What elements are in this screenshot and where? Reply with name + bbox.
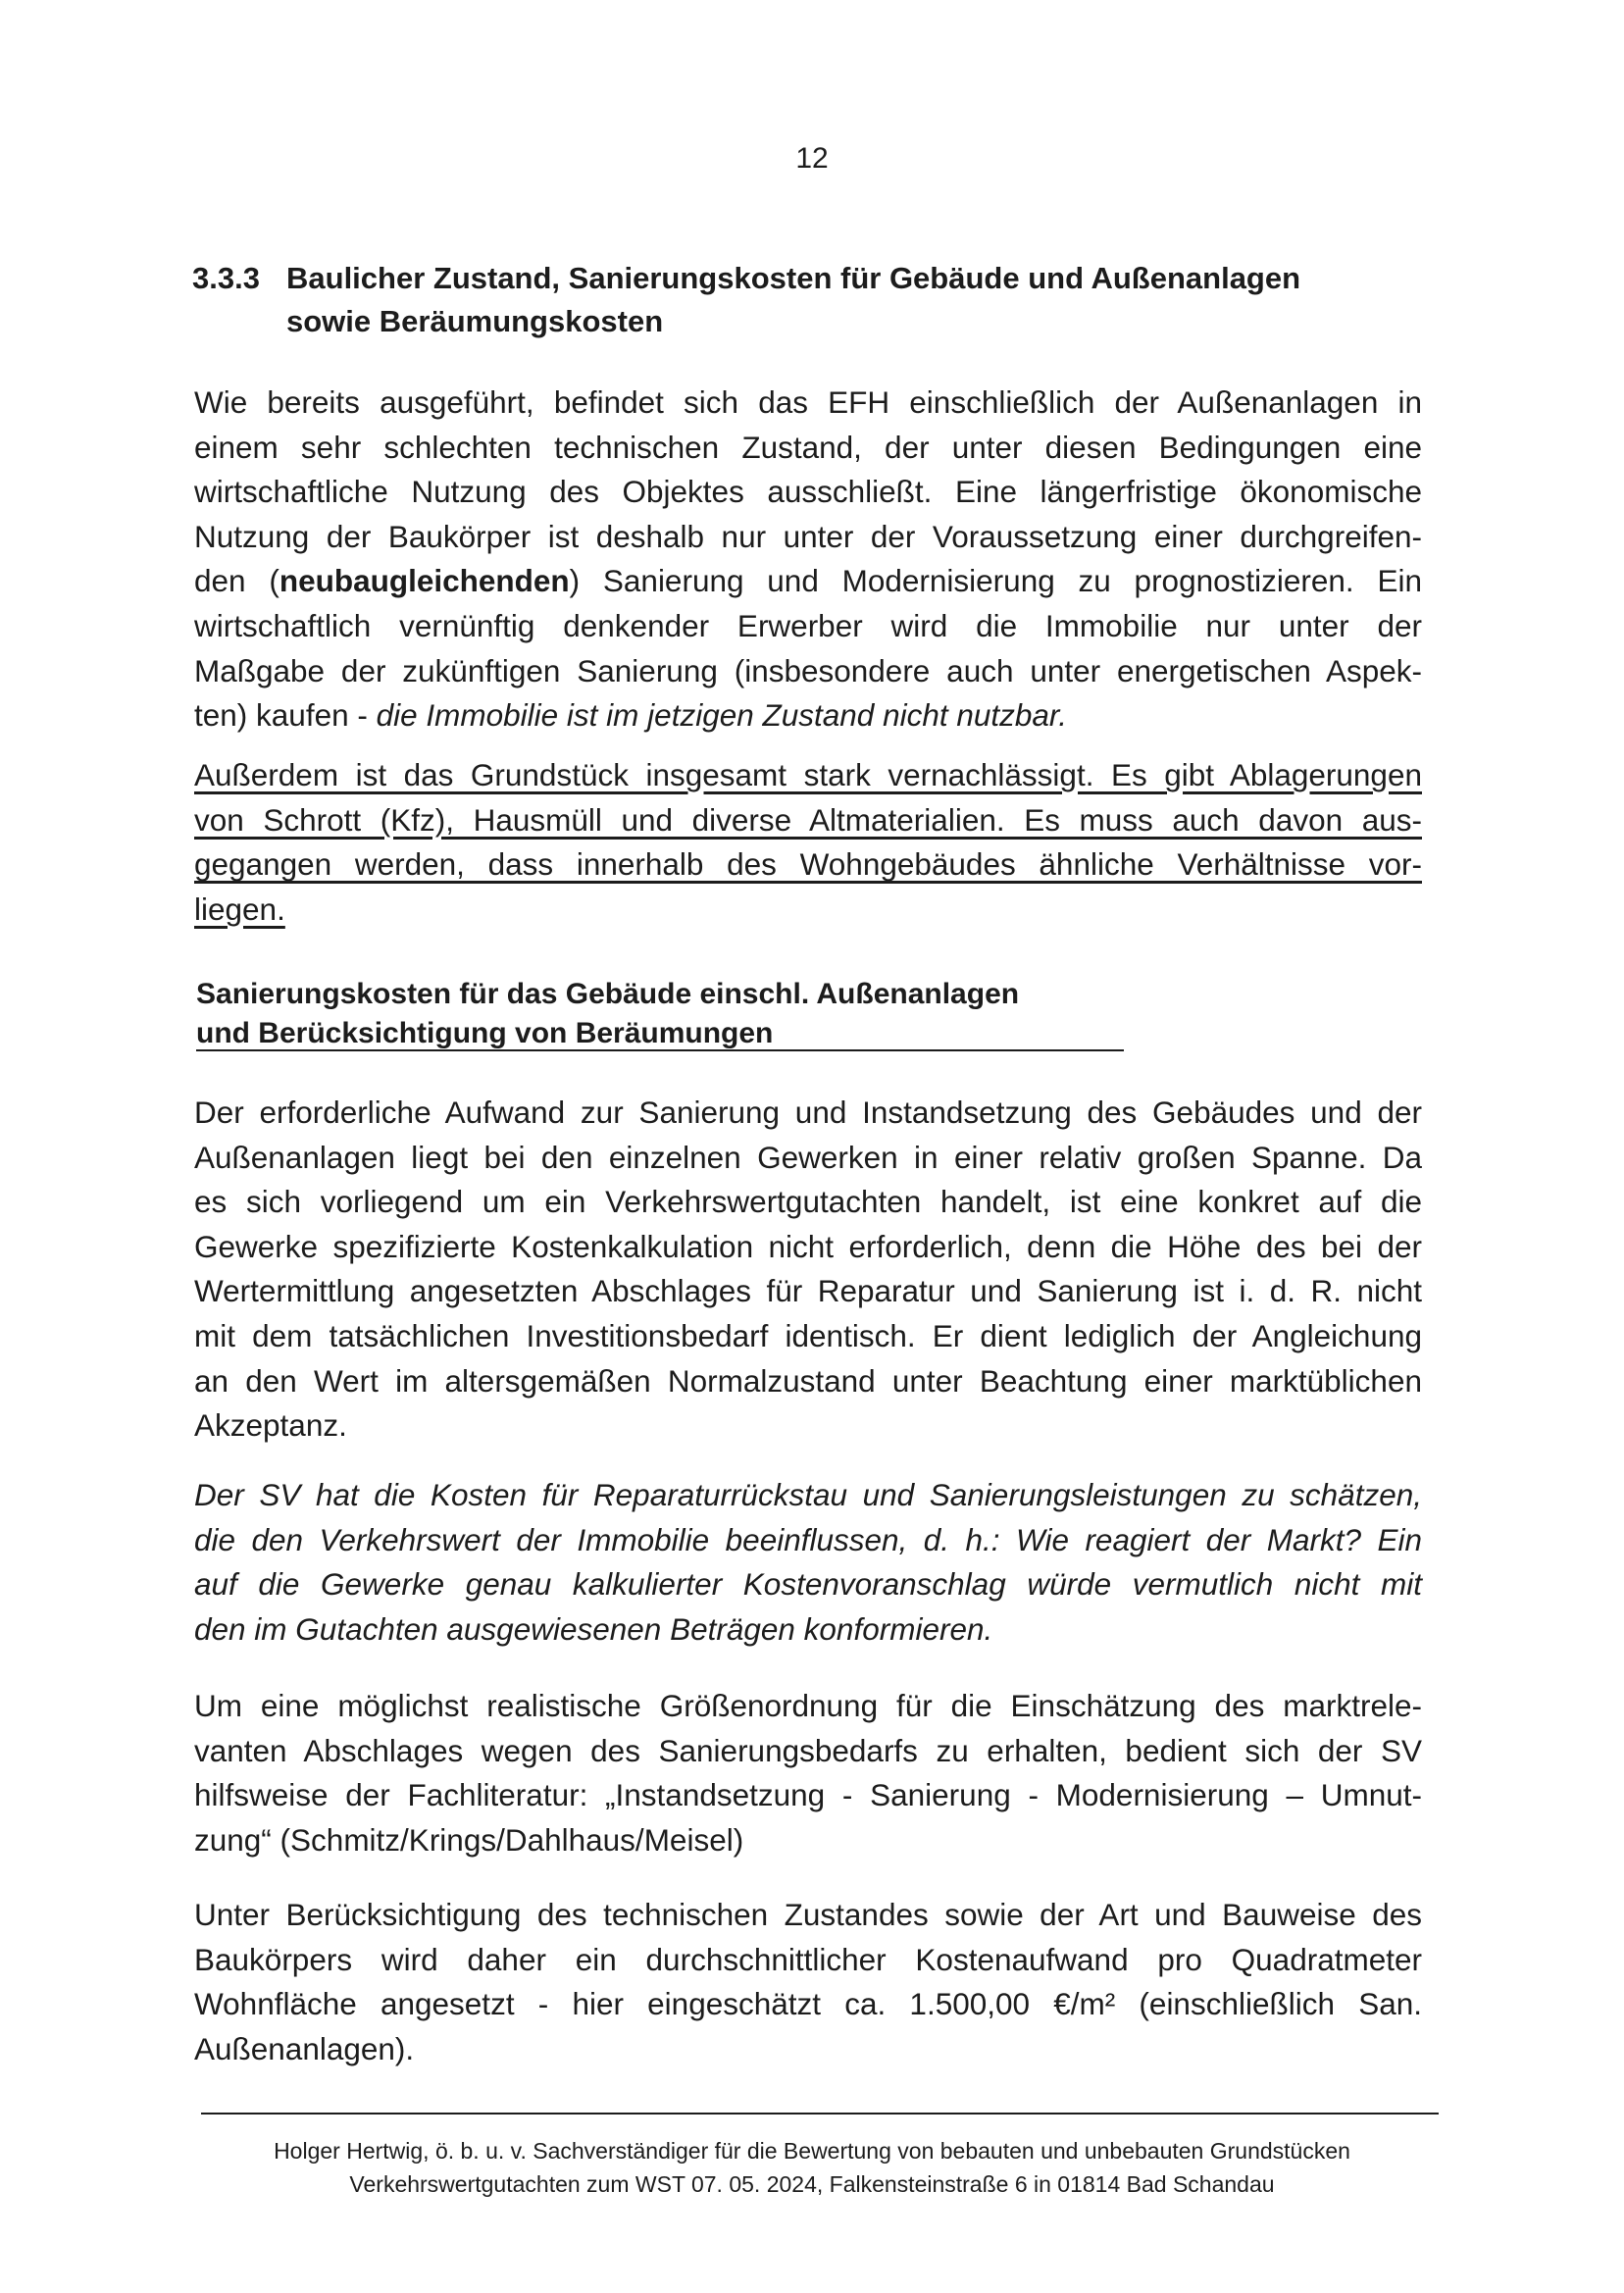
footer-line1: Holger Hertwig, ö. b. u. v. Sachverständiger für die Bewertung von bebauten und unbebauten Grundstücken xyxy=(274,2138,1350,2164)
paragraph-line xyxy=(194,693,1422,739)
paragraph-line: Außenanlagen). xyxy=(194,2030,415,2066)
paragraph-line: mit dem tatsächlichen Investitionsbedarf identisch. Er dient lediglich der Angleichung xyxy=(194,1317,1422,1353)
text-span: ) Sanierung und Modernisierung zu prognostizieren. Ein xyxy=(569,563,1422,599)
paragraph-line: einem sehr schlechten technischen Zustand, der unter diesen Bedingungen eine xyxy=(194,429,1422,465)
paragraph-line: auf die Gewerke genau kalkulierter Kostenvoranschlag würde vermutlich nicht mit xyxy=(194,1566,1422,1603)
paragraph-line: gegangen werden, dass innerhalb des Wohngebäudes ähnliche Verhältnisse vor- xyxy=(194,846,1422,883)
page-number: 12 xyxy=(795,142,829,175)
paragraph-line xyxy=(194,559,1422,604)
paragraph-line: Wie bereits ausgeführt, befindet sich das EFH einschließlich der Außenanlagen in xyxy=(194,384,1422,420)
footer-divider xyxy=(201,2113,1439,2115)
paragraph-line: von Schrott (Kfz), Hausmüll und diverse Altmaterialien. Es muss auch davon aus- xyxy=(194,801,1422,838)
paragraph-line: liegen. xyxy=(194,891,285,927)
section-number: 3.3.3 xyxy=(192,261,260,295)
paragraph-line: Der SV hat die Kosten für Reparaturrückstau und Sanierungsleistungen zu schätzen, xyxy=(194,1477,1422,1512)
paragraph-line: es sich vorliegend um ein Verkehrswertgutachten handelt, ist eine konkret auf die xyxy=(194,1184,1422,1220)
paragraph-line: Nutzung der Baukörper ist deshalb nur unter der Voraussetzung einer durchgreifen- xyxy=(194,518,1422,554)
paragraph-line: hilfsweise der Fachliteratur: „Instandsetzung - Sanierung - Modernisierung – Umnut- xyxy=(194,1777,1422,1813)
text-span: den ( xyxy=(194,563,279,599)
paragraph-line: Wohnfläche angesetzt - hier eingeschätzt ca. 1.500,00 €/m² (einschließlich San. xyxy=(194,1986,1422,2022)
italic-statement: die Immobilie ist im jetzigen Zustand nicht nutzbar. xyxy=(376,697,1068,734)
paragraph-line: Außerdem ist das Grundstück insgesamt stark vernachlässigt. Es gibt Ablagerungen xyxy=(194,757,1422,792)
subheading-line2: und Berücksichtigung von Beräumungen xyxy=(196,1017,774,1049)
paragraph-line: Unter Berücksichtigung des technischen Zustandes sowie der Art und Bauweise des xyxy=(194,1897,1422,1932)
section-title-line2: sowie Beräumungskosten xyxy=(286,304,664,338)
section-title-line1: Baulicher Zustand, Sanierungskosten für Gebäude und Außenanlagen xyxy=(286,261,1301,295)
paragraph-line: Um eine möglichst realistische Größenordnung für die Einschätzung des marktrele- xyxy=(194,1688,1422,1723)
subheading-line1: Sanierungskosten für das Gebäude einschl. Außenanlagen xyxy=(196,978,1020,1010)
paragraph-line: Baukörpers wird daher ein durchschnittlicher Kostenaufwand pro Quadratmeter xyxy=(194,1941,1422,1977)
text-span: ten) kaufen - xyxy=(194,697,377,734)
footer-line2: Verkehrswertgutachten zum WST 07. 05. 2024, Falkensteinstraße 6 in 01814 Bad Schandau xyxy=(349,2171,1275,2197)
paragraph-line: wirtschaftlich vernünftig denkender Erwerber wird die Immobilie nur unter der xyxy=(194,607,1422,643)
paragraph-line: an den Wert im altersgemäßen Normalzustand unter Beachtung einer marktüblichen xyxy=(194,1362,1422,1399)
paragraph-sv-estimate xyxy=(194,1473,1422,1652)
paragraph-line: Gewerke spezifizierte Kostenkalkulation nicht erforderlich, denn die Höhe des bei der xyxy=(194,1228,1422,1264)
section-heading xyxy=(192,257,1300,343)
paragraph-line: Außenanlagen liegt bei den einzelnen Gewerken in einer relativ großen Spanne. Da xyxy=(194,1139,1422,1175)
paragraph-effort xyxy=(194,1091,1422,1449)
paragraph-cost-estimate xyxy=(194,1893,1422,2071)
paragraph-line: zung“ (Schmitz/Krings/Dahlhaus/Meisel) xyxy=(194,1821,744,1858)
subheading-renovation-costs xyxy=(196,975,1019,1053)
paragraph-line: Maßgabe der zukünftigen Sanierung (insbesondere auch unter energetischen Aspek- xyxy=(194,652,1422,688)
paragraph-condition xyxy=(194,381,1422,739)
paragraph-line: die den Verkehrswert der Immobilie beeinflussen, d. h.: Wie reagiert der Markt? Ein xyxy=(194,1521,1422,1557)
bold-term: neubaugleichenden xyxy=(279,563,570,599)
paragraph-property-neglect xyxy=(194,753,1422,932)
page-footer xyxy=(0,2134,1624,2201)
paragraph-line: wirtschaftliche Nutzung des Objektes ausschließt. Eine längerfristige ökonomische xyxy=(194,474,1422,510)
paragraph-line: Akzeptanz. xyxy=(194,1407,347,1444)
paragraph-line: Der erforderliche Aufwand zur Sanierung und Instandsetzung des Gebäudes und der xyxy=(194,1095,1422,1130)
paragraph-line: vanten Abschlages wegen des Sanierungsbedarfs zu erhalten, bedient sich der SV xyxy=(194,1732,1422,1768)
paragraph-line: den im Gutachten ausgewiesenen Beträgen konformieren. xyxy=(194,1610,993,1647)
paragraph-literature xyxy=(194,1684,1422,1862)
subheading-underline xyxy=(196,1049,1124,1051)
paragraph-line: Wertermittlung angesetzten Abschlages für Reparatur und Sanierung ist i. d. R. nicht xyxy=(194,1273,1422,1309)
section-heading-line1 xyxy=(192,257,1300,300)
